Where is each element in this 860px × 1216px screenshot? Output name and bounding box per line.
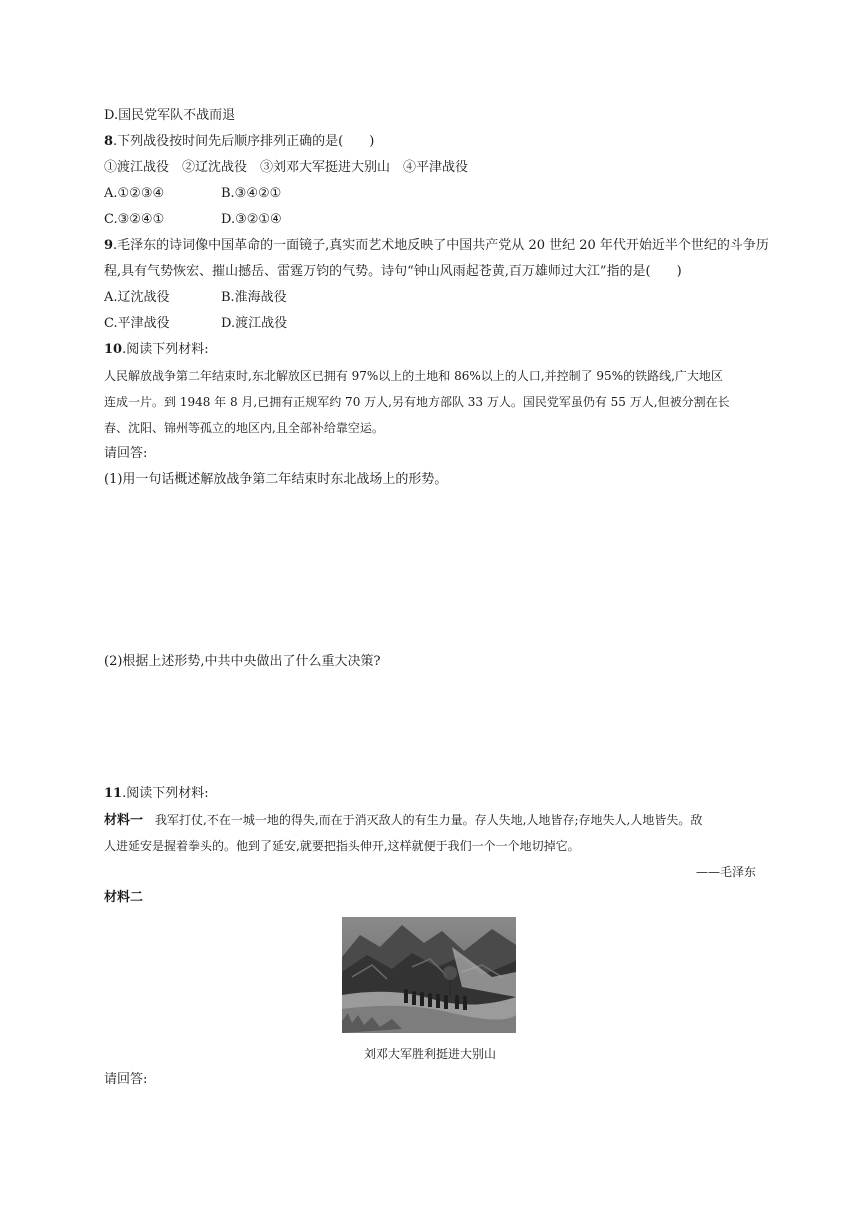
q8-number: 8	[104, 134, 114, 149]
q11-number: 11	[104, 786, 123, 801]
photo-caption: 刘邓大军胜利挺进大别山	[363, 1047, 496, 1061]
march-photo	[342, 917, 516, 1033]
q10-number: 10	[104, 342, 123, 357]
q8-items: ①渡江战役 ②辽沈战役 ③刘邓大军挺进大别山 ④平津战役	[104, 160, 469, 175]
q7-option-d: D.国民党军队不战而退	[104, 108, 236, 123]
q10-sub-question-2: (2)根据上述形势,中共中央做出了什么重大决策?	[104, 654, 381, 669]
q11-prompt: 请回答:	[104, 1072, 148, 1087]
q8-stem-text: .下列战役按时间先后顺序排列正确的是( )	[113, 134, 375, 149]
q10-material-line3: 春、沈阳、锦州等孤立的地区内,且全部补给靠空运。	[104, 421, 384, 435]
q10-stem	[104, 341, 209, 359]
q11-material1-label: 材料一	[104, 813, 144, 828]
q11-material1-line1	[104, 811, 702, 830]
q9-stem-line1	[104, 237, 769, 255]
q9-option-a: A.辽沈战役	[104, 290, 170, 305]
q11-material2-label: 材料二	[104, 890, 144, 905]
q8-option-a: A.①②③④	[104, 186, 165, 201]
q9-option-d: D.渡江战役	[221, 316, 288, 331]
q8-option-b: B.③④②①	[221, 186, 282, 201]
q9-stem-line2: 程,具有气势恢宏、摧山撼岳、雷霆万钧的气势。诗句“钟山风雨起苍黄,百万雄师过大江”指的是( )	[104, 264, 682, 279]
q8-option-d: D.③②①④	[221, 212, 282, 227]
q10-stem-text: .阅读下列材料:	[122, 342, 209, 357]
q11-stem-text: .阅读下列材料:	[122, 786, 209, 801]
q8-stem	[104, 133, 374, 151]
q9-option-c: C.平津战役	[104, 316, 170, 331]
q10-sub-question-1: (1)用一句话概述解放战争第二年结束时东北战场上的形势。	[104, 472, 448, 487]
q9-number: 9	[104, 238, 114, 253]
q9-option-b: B.淮海战役	[221, 290, 287, 305]
q11-material1-source: ——毛泽东	[695, 865, 756, 879]
q11-stem	[104, 785, 209, 803]
q10-material-line1: 人民解放战争第二年结束时,东北解放区已拥有 97%以上的土地和 86%以上的人口,并控制了 95%的铁路线,广大地区	[104, 369, 723, 383]
q11-material1-line2: 人进延安是握着拳头的。他到了延安,就要把指头伸开,这样就便于我们一个一个地切掉它。	[104, 839, 580, 853]
q10-material-line2: 连成一片。到 1948 年 8 月,已拥有正规军约 70 万人,另有地方部队 33 万人。国民党军虽仍有 55 万人,但被分割在长	[104, 395, 730, 409]
q8-option-c: C.③②④①	[104, 212, 165, 227]
q11-material1-text: 我军打仗,不在一城一地的得失,而在于消灭敌人的有生力量。存人失地,人地皆存;存地失人,人地皆失。敌	[143, 813, 703, 827]
q10-prompt: 请回答:	[104, 446, 148, 461]
q9-stem-text: .毛泽东的诗词像中国革命的一面镜子,真实而艺术地反映了中国共产党从 20 世纪 20 年代开始近半个世纪的斗争历	[113, 238, 769, 253]
